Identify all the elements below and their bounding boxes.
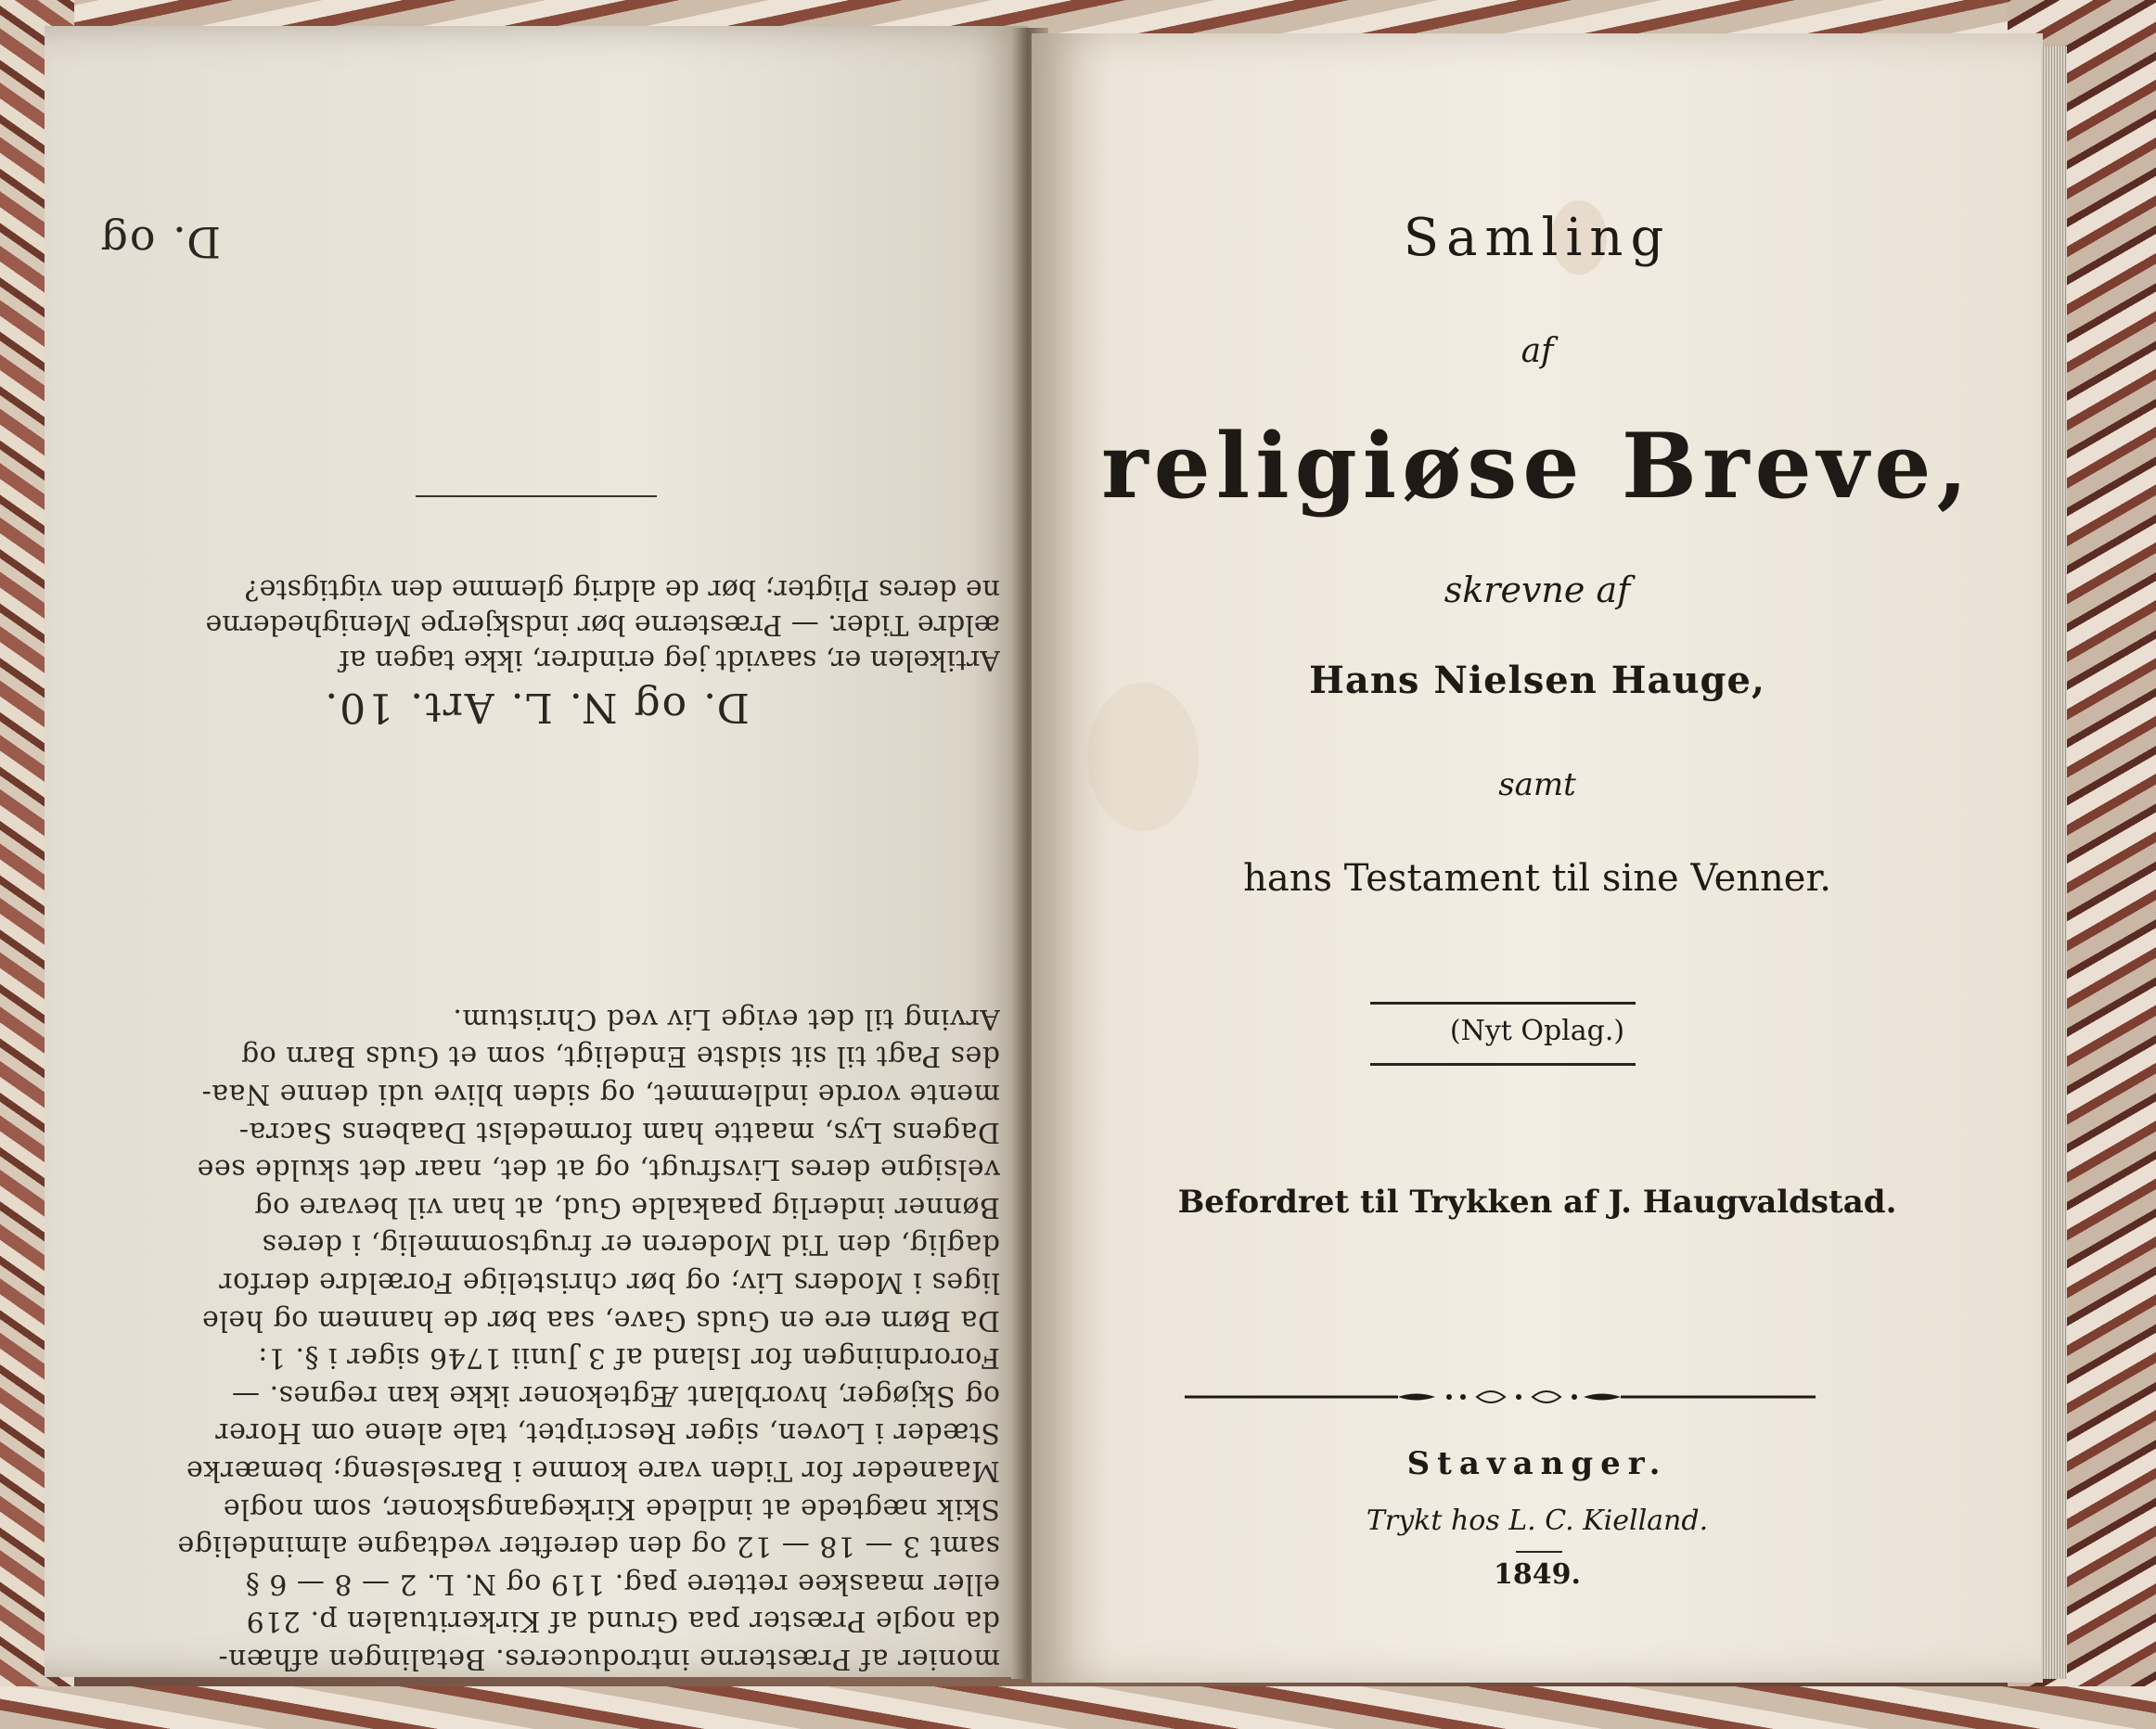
text-line: Forordningen for Island af 3 Junii 1746 siger i §. 1: <box>257 1341 1000 1375</box>
left-page-rule <box>416 495 657 497</box>
imprint-year: 1849. <box>1494 1558 1581 1591</box>
author-name: Hans Nielsen Hauge, <box>1309 659 1765 702</box>
text-line: Stæder i Loven, siger Rescriptet, tale alene om Horer <box>214 1416 1000 1450</box>
text-line: ældre Tider. — Præsterne bør indskjerpe Menighederne <box>205 608 1000 641</box>
left-page-catchword: D. og <box>98 217 221 267</box>
text-line: daglig, den Tid Moderen er frugtsommelig, i deres <box>262 1228 1000 1262</box>
text-line: des Pagt til sit sidste Endeligt, som et Guds Barn og <box>240 1040 1000 1073</box>
foxing-stain <box>1087 683 1199 831</box>
text-line: Artikelen er, saavidt jeg erindrer, ikke tagen af <box>339 644 1000 676</box>
page-block-edge <box>2041 46 2067 1679</box>
left-page-continuation <box>72 571 1000 677</box>
text-line: samt 3 — 18 — 12 og den derefter vedtagne almindelige <box>176 1530 1000 1563</box>
conjunction-samt: samt <box>1498 766 1576 803</box>
text-line: velsigne deres Livsfrugt, og at det, naar det skulde see <box>197 1153 1000 1186</box>
text-line: Bønner inderlig paakalde Gud, at han vil bevare og <box>253 1190 1000 1223</box>
edition-note: (Nyt Oplag.) <box>1449 1015 1625 1047</box>
text-line: Skik nægtede at indlede Kirkegangskoner, som nogle <box>223 1492 1000 1525</box>
title-word-samling: Samling <box>1403 208 1672 268</box>
byline-prefix: skrevne af <box>1444 570 1631 610</box>
imprint-place: Stavanger. <box>1406 1445 1668 1482</box>
left-page-rotated-content <box>72 82 1000 1677</box>
text-line: liges i Moders Liv; og bør christelige Forældre derfor <box>218 1266 1000 1300</box>
text-line: Arving til det evige Liv ved Christum. <box>452 1002 1000 1035</box>
text-line: monier af Præsterne introduceres. Betalingen afhæn- <box>217 1643 1000 1675</box>
text-line: Maaneder for Tiden vare komne i Barselseng; bemærke <box>186 1454 1000 1488</box>
rule-year <box>1516 1551 1562 1553</box>
left-page-heading: D. og N. L. Art. 10. <box>323 684 750 731</box>
left-page <box>45 26 1028 1677</box>
text-line: eller maaskee rettere pag. 119 og N. L. 2 — 8 — 6 § <box>245 1567 1000 1600</box>
rule-top <box>1370 1002 1636 1005</box>
text-line: og Skjøger, hvorblant Ægtekoner ikke kan regnes. — <box>231 1378 1000 1412</box>
rule-bottom <box>1370 1063 1636 1066</box>
text-line: Dagens Lys, maatte ham formedelst Daabens Sacra- <box>238 1115 1000 1148</box>
ornament-divider-icon <box>1185 1383 1816 1411</box>
marbled-cover-bottom <box>0 1686 2156 1729</box>
title-page <box>1032 33 2043 1683</box>
text-line: mente vorde indlemmet, og siden blive udi denne Naa- <box>201 1078 1000 1111</box>
title-word-af: af <box>1521 332 1554 370</box>
text-line: ne deres Pligter; bør de aldrig glemme den vigtigste? <box>244 573 1000 606</box>
main-title: religiøse Breve, <box>1101 414 1973 519</box>
text-line: Da Børn ere en Guds Gave, saa bør de hannem og hele <box>201 1303 1000 1337</box>
left-page-body <box>72 999 1000 1677</box>
publisher-note: Befordret til Trykken af J. Haugvaldstad. <box>1177 1184 1897 1221</box>
subtitle: hans Testament til sine Venner. <box>1243 857 1831 900</box>
imprint-printer: Trykt hos L. C. Kielland. <box>1366 1505 1709 1537</box>
text-line: da nogle Præster paa Grund af Kirkeritualen p. 219 <box>246 1605 1000 1638</box>
